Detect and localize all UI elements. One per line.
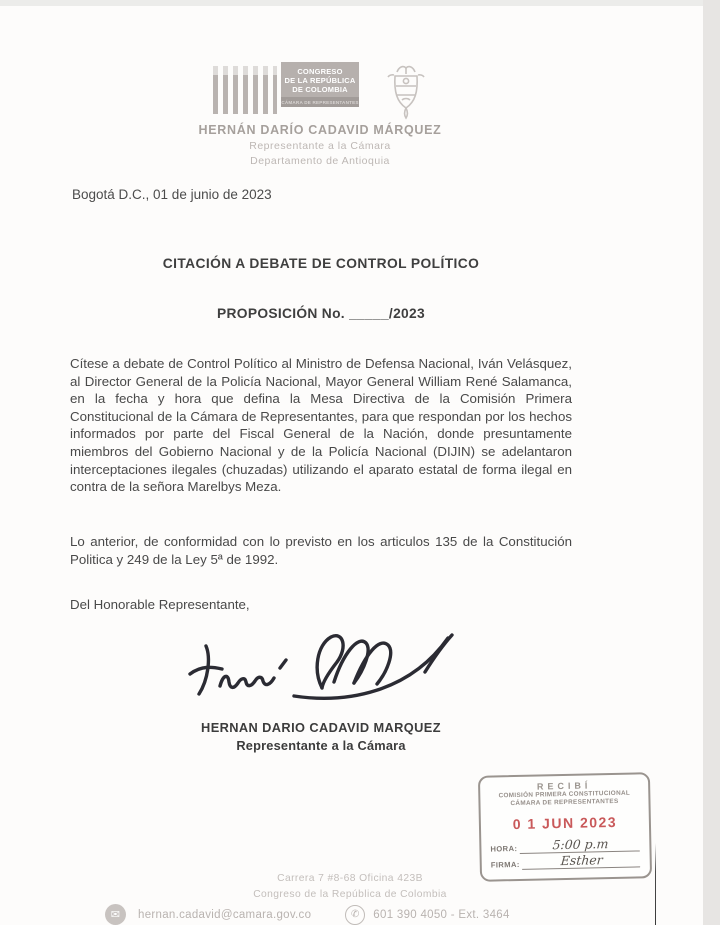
phone-icon: ✆ [345,905,365,925]
envelope-icon: ✉ [105,904,126,925]
proposition-number-line: PROPOSICIÓN No. _____/2023 [217,306,425,321]
stamp-date: 0 1 JUN 2023 [512,814,618,833]
footer-contact-row [105,904,605,925]
letterhead-logo-row [213,62,427,118]
letterhead [110,62,530,167]
congress-logo-box [281,62,359,107]
scan-edge-top [0,0,720,6]
congress-columns-icon [213,66,277,114]
stamp-hora-label: HORA: [490,844,518,854]
footer-email: hernan.cadavid@camara.gov.co [138,908,312,921]
signer-role: Representante a la Cámara [236,738,406,753]
footer-organization: Congreso de la República de Colombia [253,889,447,900]
stamp-firma-label: FIRMA: [490,860,520,870]
stamp-hora-value: 5:00 p.m [520,837,641,855]
footer-phone: 601 390 4050 - Ext. 3464 [373,908,510,921]
closing-line: Del Honorable Representante, [70,597,250,612]
letterhead-role: Representante a la Cámara [249,140,391,152]
dateline: Bogotá D.C., 01 de junio de 2023 [72,187,272,202]
stamp-firma-row [491,853,641,871]
handwritten-signature [182,624,472,722]
body-paragraph-1: Cítese a debate de Control Político al Ministro de Defensa Nacional, Iván Velásquez, al Director General de la Policía Nacional, Mayor General William René Salamanca, en la fecha y hora que defina la Mesa Directiva de la Comisión Primera Constitucional de la Cámara de Representantes, para que respondan por los hechos informados por parte del Fiscal General de la Nación, donde presuntamente miembros del Gobierno Nacional y de la Policía Nacional (DIJIN) se adelantaron interceptaciones ilegales (chuzadas) utilizando el aparato estatal de forma ilegal en contra de la señora Marelbys Meza. [70,356,572,495]
congress-logo-strip: CÁMARA DE REPRESENTANTES [281,97,359,107]
document-title: CITACIÓN A DEBATE DE CONTROL POLÍTICO [162,256,480,271]
scan-artifact-line [655,843,656,925]
stamp-commission-line: COMISIÓN PRIMERA CONSTITUCIONAL [498,789,631,800]
letterhead-department: Departamento de Antioquia [250,155,390,167]
received-stamp [478,772,652,882]
scan-edge-right [703,0,720,925]
stamp-chamber-line: CÁMARA DE REPRESENTANTES [510,797,619,807]
signer-name: HERNAN DARIO CADAVID MARQUEZ [201,720,441,735]
congress-logo-line1: CONGRESO [297,67,343,76]
coat-of-arms-icon [385,62,427,124]
congress-logo-line3: DE COLOMBIA [292,85,348,94]
body-paragraph-2: Lo anterior, de conformidad con lo previsto en los articulos 135 de la Constitución Politica y 249 de la Ley 5ª de 1992. [70,534,572,567]
stamp-firma-value: Esther [522,853,641,871]
letterhead-name: HERNÁN DARÍO CADAVID MÁRQUEZ [198,123,442,137]
stamp-received-label: RECIBÍ [536,780,592,792]
congress-logo-line2: DE LA REPÚBLICA [284,76,356,85]
footer-address: Carrera 7 #8-68 Oficina 423B [277,873,423,884]
